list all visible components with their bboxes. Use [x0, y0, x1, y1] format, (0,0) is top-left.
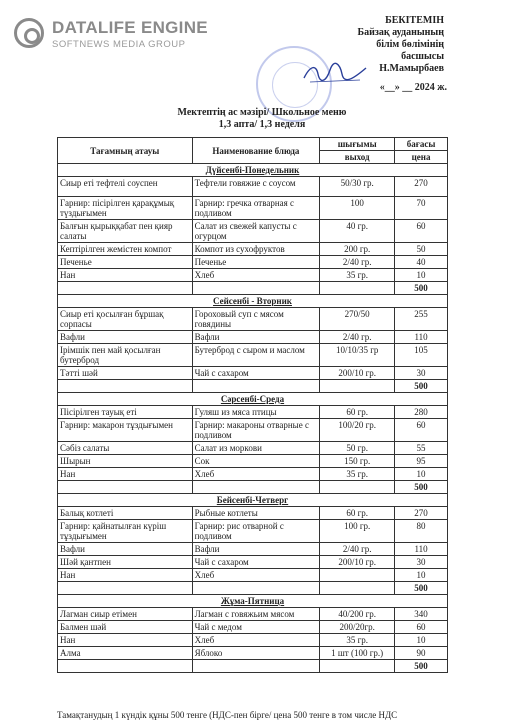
dish-output: 10/10/35 гр	[320, 344, 395, 367]
dish-output: 60 гр.	[320, 507, 395, 520]
dish-kz-name: Балғын қырыққабат пен қияр салаты	[58, 220, 193, 243]
dish-kz-name: Шырын	[58, 455, 193, 468]
dish-kz-name: Пісірілген тауық еті	[58, 406, 193, 419]
dish-price: 110	[395, 543, 448, 556]
dish-ru-name: Гарнир: рис отварной с подливом	[192, 520, 320, 543]
dish-price: 90	[395, 647, 448, 660]
dish-price: 255	[395, 308, 448, 331]
dish-output: 200 гр.	[320, 243, 395, 256]
table-row	[58, 634, 448, 647]
approval-line: басшысы	[401, 51, 444, 62]
dish-output: 200/10 гр.	[320, 556, 395, 569]
dish-ru-name: Печенье	[192, 256, 320, 269]
day-row	[58, 595, 448, 608]
menu-week: 1,3 апта/ 1,3 неделя	[218, 119, 306, 130]
header-ru-name: Наименование блюда	[192, 138, 320, 164]
dish-ru-name: Компот из сухофруктов	[192, 243, 320, 256]
total-empty-cell	[320, 481, 395, 494]
dish-ru-name: Гороховый суп с мясом говядины	[192, 308, 320, 331]
dish-ru-name: Чай с сахаром	[192, 367, 320, 380]
dish-ru-name: Вафли	[192, 543, 320, 556]
header-output-kz: шығымы	[320, 138, 395, 151]
dish-price: 270	[395, 177, 448, 197]
table-row	[58, 621, 448, 634]
day-row	[58, 393, 448, 406]
day-total: 500	[395, 582, 448, 595]
watermark-subtitle: SOFTNEWS MEDIA GROUP	[52, 39, 186, 50]
table-row	[58, 344, 448, 367]
dish-kz-name: Тәтті шәй	[58, 367, 193, 380]
total-empty-cell	[58, 282, 193, 295]
table-row	[58, 569, 448, 582]
dish-output: 200/10 гр.	[320, 367, 395, 380]
dish-output: 35 гр.	[320, 634, 395, 647]
dish-ru-name: Хлеб	[192, 634, 320, 647]
dish-price: 95	[395, 455, 448, 468]
table-row	[58, 406, 448, 419]
dish-ru-name: Хлеб	[192, 468, 320, 481]
table-row	[58, 419, 448, 442]
day-row	[58, 295, 448, 308]
dish-price: 340	[395, 608, 448, 621]
total-empty-cell	[58, 380, 193, 393]
total-empty-cell	[58, 481, 193, 494]
dish-price: 55	[395, 442, 448, 455]
dish-output: 150 гр.	[320, 455, 395, 468]
dish-kz-name: Сәбіз салаты	[58, 442, 193, 455]
dish-output: 60 гр.	[320, 406, 395, 419]
day-row	[58, 164, 448, 177]
header-output-ru: выход	[320, 151, 395, 164]
table-row	[58, 256, 448, 269]
dish-kz-name: Печенье	[58, 256, 193, 269]
table-row	[58, 243, 448, 256]
approval-line: білім бөлімінің	[376, 39, 444, 50]
dish-price: 60	[395, 220, 448, 243]
dish-price: 30	[395, 367, 448, 380]
dish-ru-name: Хлеб	[192, 269, 320, 282]
total-row	[58, 481, 448, 494]
total-row	[58, 582, 448, 595]
dish-kz-name: Гарнир: қайнатылған күріш тұздығымен	[58, 520, 193, 543]
dish-ru-name: Чай с медом	[192, 621, 320, 634]
total-empty-cell	[192, 380, 320, 393]
approval-line: Н.Мамырбаев	[379, 63, 444, 74]
header-price-kz: бағасы	[395, 138, 448, 151]
dish-ru-name: Салат из свежей капусты с огурцом	[192, 220, 320, 243]
dish-price: 50	[395, 243, 448, 256]
watermark-logo	[14, 16, 208, 56]
dish-price: 10	[395, 634, 448, 647]
dish-output: 2/40 гр.	[320, 256, 395, 269]
dish-ru-name: Бутерброд с сыром и маслом	[192, 344, 320, 367]
day-name: Жұма-Пятница	[58, 595, 448, 608]
menu-table	[57, 137, 448, 673]
day-total: 500	[395, 380, 448, 393]
dish-price: 10	[395, 569, 448, 582]
table-row	[58, 520, 448, 543]
footer-note: Тамақтанудың 1 күндік құны 500 тенге (НДС-пен бірге/ цена 500 тенге в том числе НДС	[57, 710, 398, 720]
dish-ru-name: Чай с сахаром	[192, 556, 320, 569]
dish-output: 50 гр.	[320, 442, 395, 455]
dish-kz-name: Нан	[58, 269, 193, 282]
dish-output: 2/40 гр.	[320, 331, 395, 344]
dish-ru-name: Сок	[192, 455, 320, 468]
total-empty-cell	[58, 660, 193, 673]
table-row	[58, 556, 448, 569]
dish-price: 280	[395, 406, 448, 419]
dish-ru-name: Гарнир: макароны отварные с подливом	[192, 419, 320, 442]
table-row	[58, 442, 448, 455]
table-row	[58, 367, 448, 380]
dish-price: 60	[395, 621, 448, 634]
dish-output: 270/50	[320, 308, 395, 331]
dish-price: 40	[395, 256, 448, 269]
dish-price: 105	[395, 344, 448, 367]
total-empty-cell	[320, 660, 395, 673]
dish-ru-name: Вафли	[192, 331, 320, 344]
approval-line: БЕКІТЕМІН	[385, 15, 444, 26]
table-row	[58, 220, 448, 243]
dish-price: 10	[395, 468, 448, 481]
approval-block	[304, 15, 444, 75]
day-name: Сейсенбі - Вторник	[58, 295, 448, 308]
table-row	[58, 197, 448, 220]
dish-price: 60	[395, 419, 448, 442]
table-row	[58, 455, 448, 468]
table-row	[58, 608, 448, 621]
dish-kz-name: Нан	[58, 468, 193, 481]
dish-kz-name: Вафли	[58, 543, 193, 556]
dish-price: 80	[395, 520, 448, 543]
dish-ru-name: Гуляш из мяса птицы	[192, 406, 320, 419]
total-empty-cell	[192, 481, 320, 494]
dish-price: 10	[395, 269, 448, 282]
logo-emblem-icon	[14, 18, 44, 48]
total-row	[58, 380, 448, 393]
dish-kz-name: Алма	[58, 647, 193, 660]
dish-output: 35 гр.	[320, 468, 395, 481]
dish-output: 100 гр.	[320, 520, 395, 543]
dish-kz-name: Балмен шәй	[58, 621, 193, 634]
total-empty-cell	[320, 582, 395, 595]
dish-price: 270	[395, 507, 448, 520]
dish-kz-name: Кептірілген жемістен компот	[58, 243, 193, 256]
table-row	[58, 331, 448, 344]
dish-output	[320, 569, 395, 582]
table-row	[58, 543, 448, 556]
table-row	[58, 647, 448, 660]
dish-kz-name: Шәй қантпен	[58, 556, 193, 569]
day-row	[58, 494, 448, 507]
dish-kz-name: Гарнир: пісірілген қарақұмық түздығымен	[58, 197, 193, 220]
table-row	[58, 468, 448, 481]
day-total: 500	[395, 282, 448, 295]
dish-ru-name: Хлеб	[192, 569, 320, 582]
dish-kz-name: Вафли	[58, 331, 193, 344]
dish-ru-name: Рыбные котлеты	[192, 507, 320, 520]
total-empty-cell	[58, 582, 193, 595]
table-row	[58, 269, 448, 282]
dish-price: 70	[395, 197, 448, 220]
dish-output: 40 гр.	[320, 220, 395, 243]
dish-kz-name: Лагман сиыр етімен	[58, 608, 193, 621]
dish-kz-name: Нан	[58, 569, 193, 582]
total-row	[58, 282, 448, 295]
dish-ru-name: Гарнир: гречка отварная с подливом	[192, 197, 320, 220]
dish-ru-name: Салат из моркови	[192, 442, 320, 455]
approval-date: «__» __ 2024 ж.	[379, 82, 447, 93]
dish-kz-name: Ірімшік пен май қосылған бутерброд	[58, 344, 193, 367]
dish-output: 35 гр.	[320, 269, 395, 282]
header-price-ru: цена	[395, 151, 448, 164]
day-total: 500	[395, 660, 448, 673]
total-empty-cell	[320, 380, 395, 393]
day-name: Сәрсенбі-Среда	[58, 393, 448, 406]
dish-price: 30	[395, 556, 448, 569]
dish-ru-name: Тефтели говяжие с соусом	[192, 177, 320, 197]
total-empty-cell	[192, 660, 320, 673]
total-row	[58, 660, 448, 673]
day-name: Дүйсенбі-Понедельник	[58, 164, 448, 177]
day-total: 500	[395, 481, 448, 494]
dish-price: 110	[395, 331, 448, 344]
dish-ru-name: Яблоко	[192, 647, 320, 660]
dish-kz-name: Балық котлеті	[58, 507, 193, 520]
dish-output: 100	[320, 197, 395, 220]
dish-kz-name: Гарнир: макарон тұздығымен	[58, 419, 193, 442]
table-row	[58, 507, 448, 520]
approval-line: Байзақ ауданының	[357, 27, 444, 38]
dish-output: 50/30 гр.	[320, 177, 395, 197]
day-name: Бейсенбі-Четверг	[58, 494, 448, 507]
dish-output: 200/20гр.	[320, 621, 395, 634]
dish-output: 100/20 гр.	[320, 419, 395, 442]
menu-title: Мектептің ас мәзірі/ Школьное меню	[177, 107, 347, 118]
dish-kz-name: Нан	[58, 634, 193, 647]
dish-kz-name: Сиыр еті тефтелі соуспен	[58, 177, 193, 197]
dish-ru-name: Лагман с говяжьим мясом	[192, 608, 320, 621]
dish-kz-name: Сиыр еті қосылған бұршақ сорпасы	[58, 308, 193, 331]
table-row	[58, 177, 448, 197]
dish-output: 1 шт (100 гр.)	[320, 647, 395, 660]
dish-output: 40/200 гр.	[320, 608, 395, 621]
total-empty-cell	[320, 282, 395, 295]
total-empty-cell	[192, 282, 320, 295]
watermark-title: DATALIFE ENGINE	[52, 18, 208, 37]
header-kz-name: Тағамның атауы	[58, 138, 193, 164]
total-empty-cell	[192, 582, 320, 595]
table-row	[58, 308, 448, 331]
dish-output: 2/40 гр.	[320, 543, 395, 556]
